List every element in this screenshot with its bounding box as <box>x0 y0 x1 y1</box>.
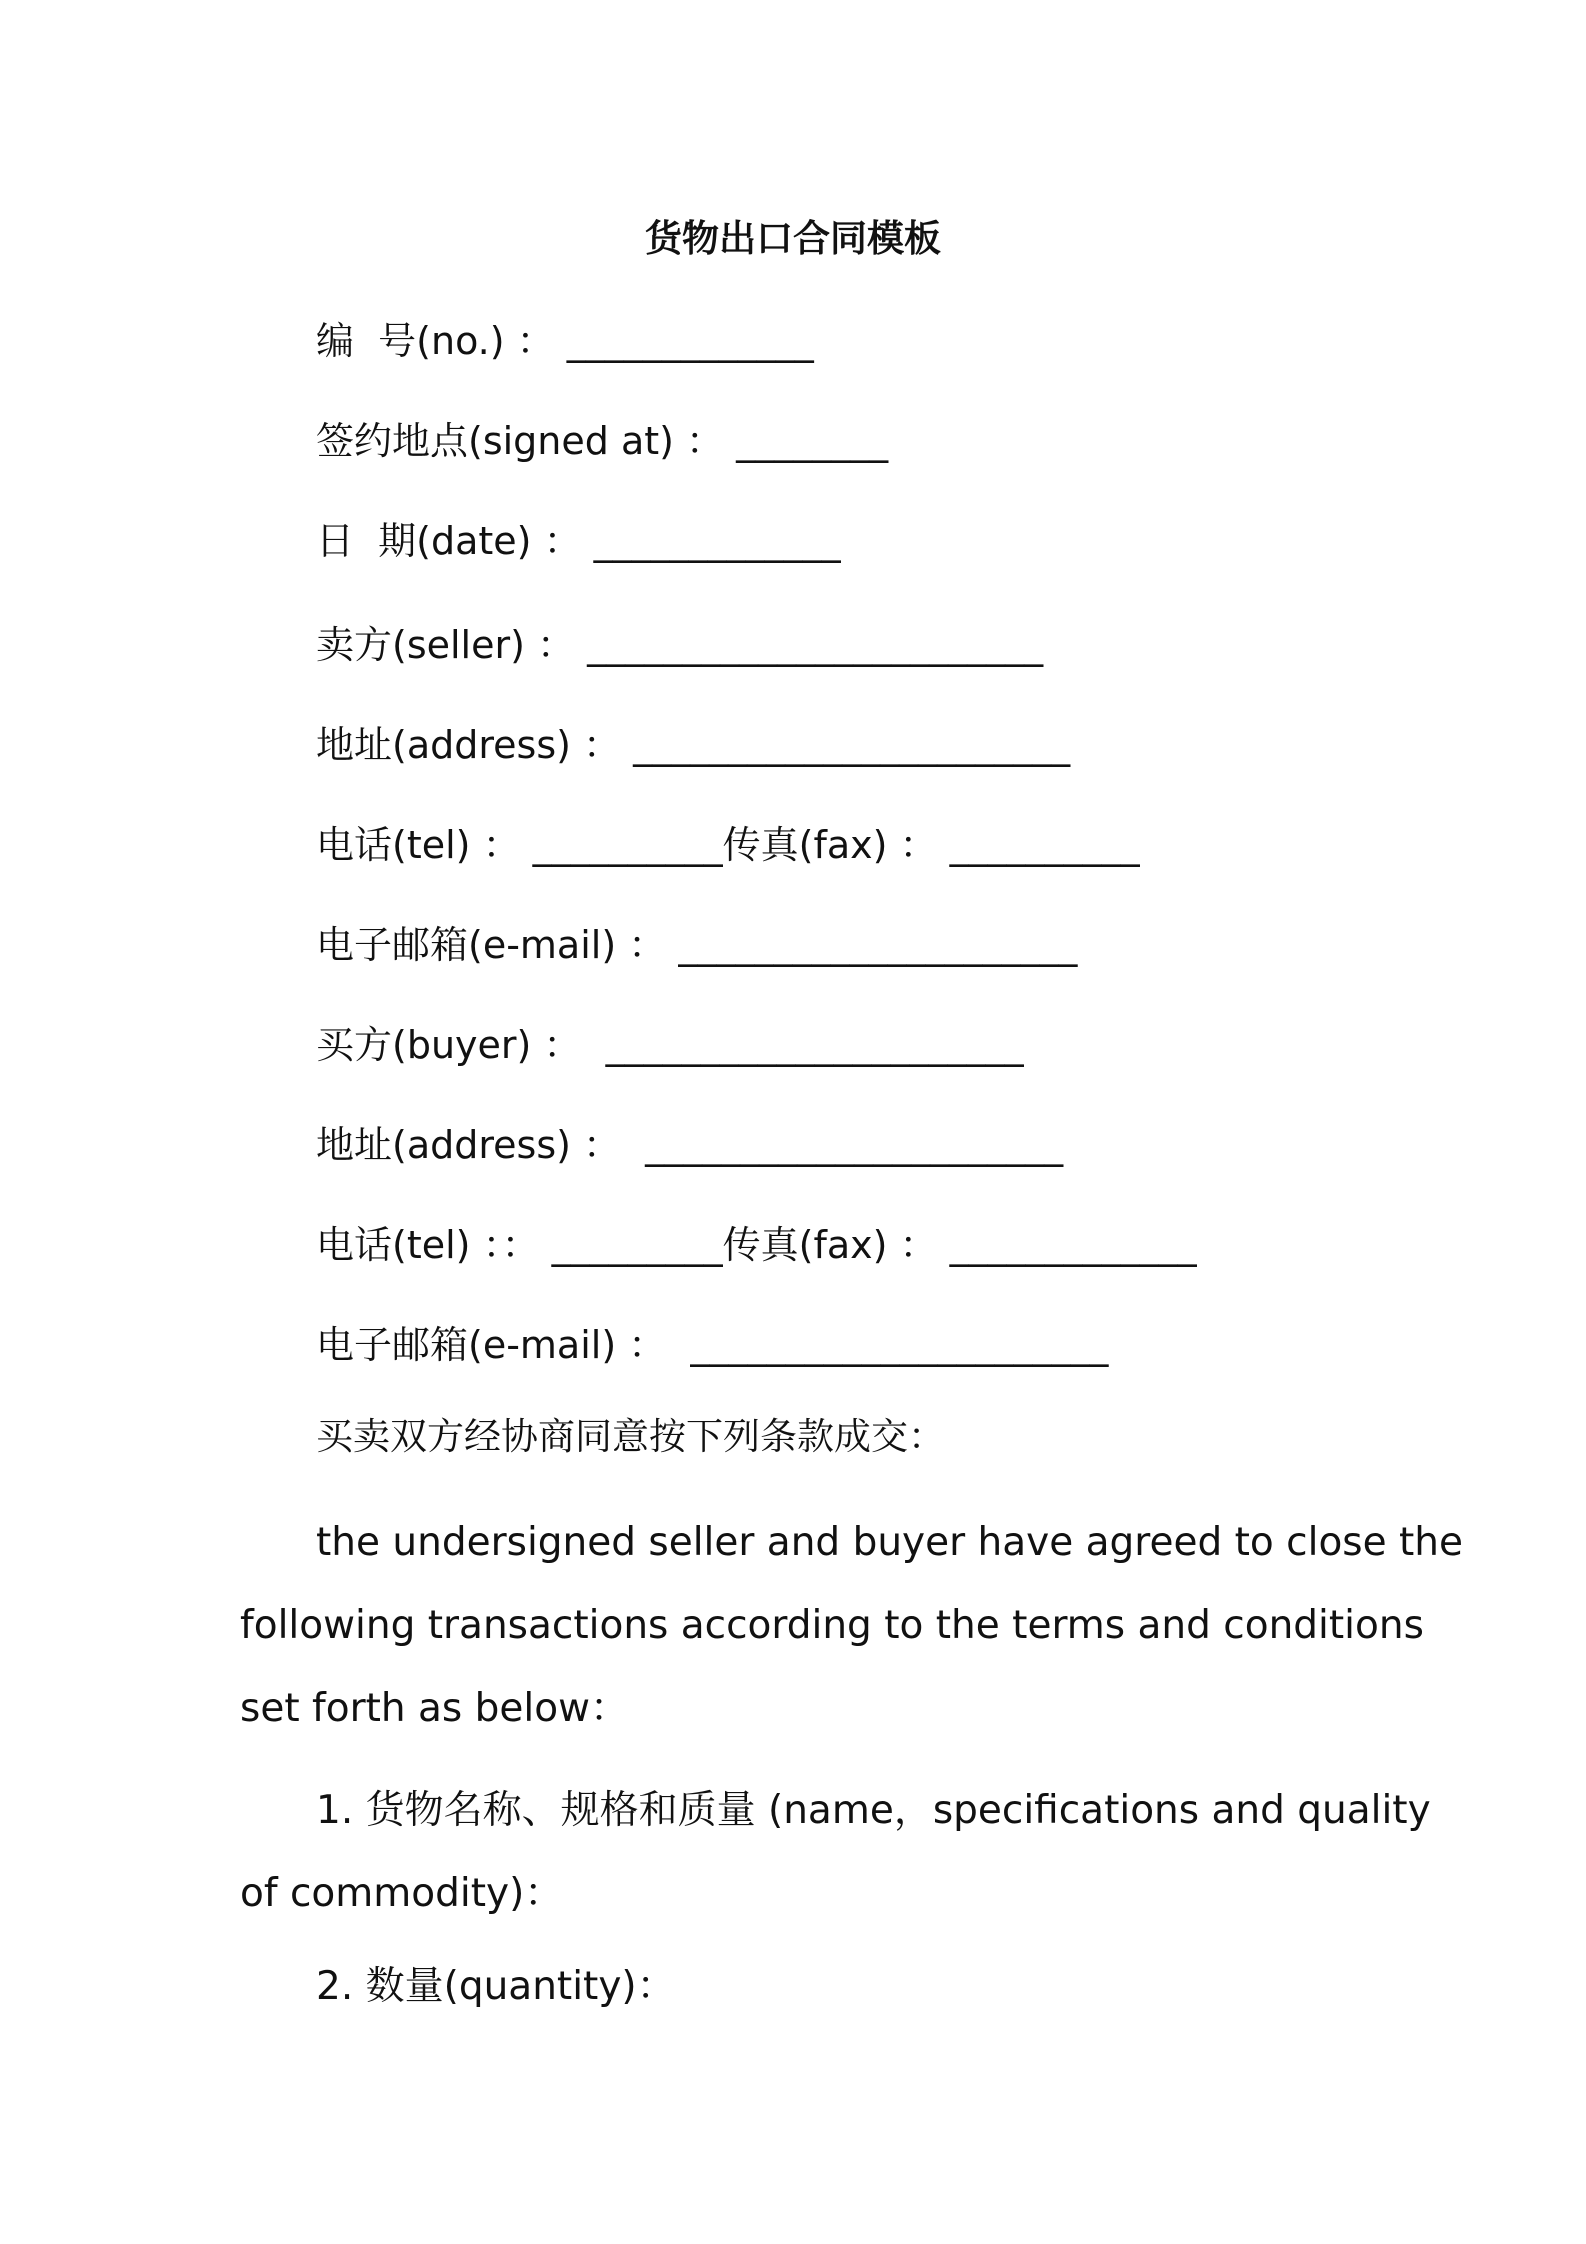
agreement-note: 买卖双方经协商同意按下列条款成交： <box>316 1415 945 1458</box>
intro-line: following transactions according to the terms and conditions <box>240 1603 1424 1648</box>
field-contract-number: 编 号(no.) ： _____________ <box>316 319 814 363</box>
field-buyer-tel-fax: 电话(tel) ：： _________传真(fax) ： _____________ <box>316 1223 1197 1267</box>
clause-line: 1. 货物名称、规格和质量 (name，specifications and quality <box>316 1788 1431 1833</box>
clause-1 <box>240 1786 1431 1952</box>
intro-line: set forth as below： <box>240 1686 629 1731</box>
intro-line: the undersigned seller and buyer have agreed to close the <box>316 1520 1464 1565</box>
field-date: 日 期(date) ： _____________ <box>316 519 841 563</box>
clause-2 <box>240 1962 1360 2045</box>
field-seller-email: 电子邮箱(e-mail) ： _____________________ <box>316 923 1078 967</box>
intro-paragraph <box>240 1518 1464 1767</box>
field-seller-address: 地址(address) ： _______________________ <box>316 723 1071 767</box>
field-buyer-email: 电子邮箱(e-mail) ： ______________________ <box>316 1323 1109 1367</box>
field-signed-at: 签约地点(signed at) ： ________ <box>316 419 889 463</box>
field-buyer: 买方(buyer) ： ______________________ <box>316 1023 1024 1067</box>
clause-line: of commodity)： <box>240 1871 564 1916</box>
field-seller: 卖方(seller) ： ________________________ <box>316 623 1044 667</box>
field-buyer-address: 地址(address) ： ______________________ <box>316 1123 1064 1167</box>
clause-line: 2. 数量(quantity)： <box>316 1964 676 2009</box>
field-seller-tel-fax: 电话(tel) ： __________传真(fax) ： __________ <box>316 823 1140 867</box>
document-title: 货物出口合同模板 <box>645 217 941 260</box>
